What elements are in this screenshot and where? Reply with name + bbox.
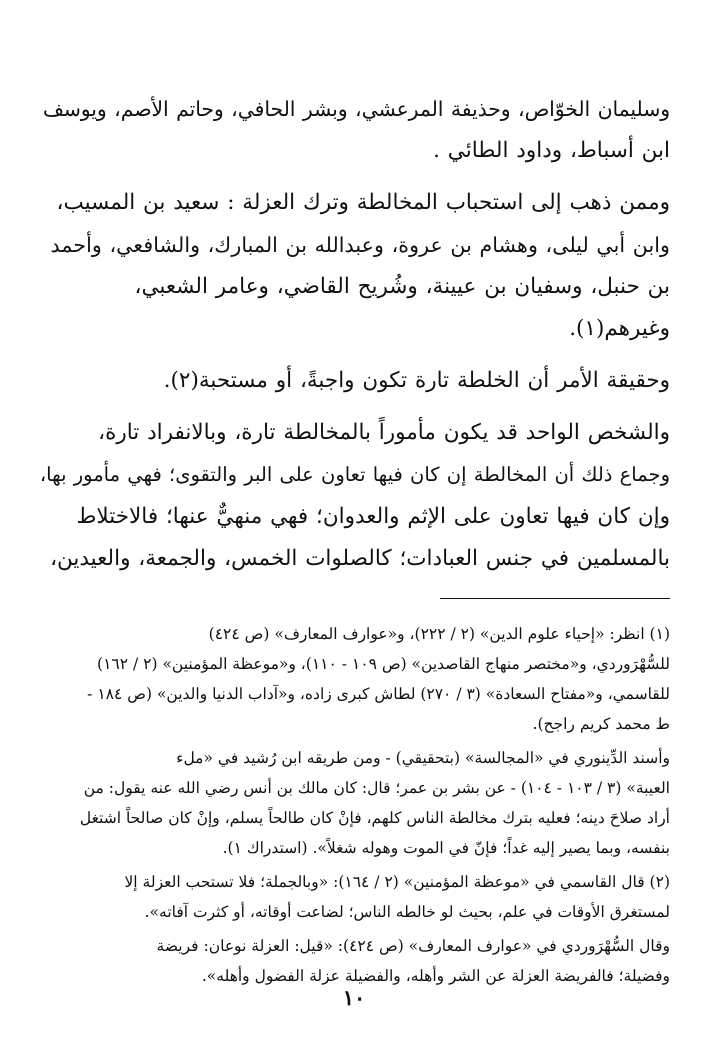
footnote-line: (١) انظر: «إحياء علوم الدين» (٢ / ٢٢٢)، و«عوارف المعارف» (ص ٤٢٤) <box>208 625 670 643</box>
text-line: وجماع ذلك أن المخالطة إن كان فيها تعاون على البر والتقوى؛ فهي مأمور بها، <box>39 463 670 486</box>
footnote <box>40 619 670 739</box>
footnote-line: بنفسه، وبما يصير إليه غداً؛ فإنّ في الموت وهوله شغلاً». (استدراك ١). <box>222 839 670 857</box>
footnote-line: للسُّهْرَوردي، و«مختصر منهاج القاصدين» (ص ١٠٩ - ١١٠)، و«موعظة المؤمنين» (٢ / ١٦٢) <box>97 655 670 673</box>
footnotes <box>40 619 670 991</box>
footnote-line: العيبة» (٣ / ١٠٣ - ١٠٤) - عن بشر بن عمر؛ قال: كان مالك بن أنس رضي الله عنه يقول: من <box>83 779 670 797</box>
footnote <box>40 867 670 927</box>
text-line: وإن كان فيها تعاون على الإثم والعدوان؛ فهي منهيٌّ عنها؛ فالاختلاط <box>76 504 670 529</box>
footnote-line: وفضيلة؛ فالفريضة العزلة عن الشر وأهله، والفضيلة عزلة الفضول وأهله». <box>201 967 670 985</box>
footnote-line: أراد صلاحَ دينه؛ فعليه بترك مخالطة الناس كلهم، فإنْ كان طالحاً يسلم، وإنْ كان صالحاً اشتغل <box>79 809 670 827</box>
paragraph <box>40 412 670 580</box>
page-body <box>40 88 670 995</box>
paragraph <box>40 182 670 350</box>
text-line: وابن أبي ليلى، وهشام بن عروة، وعبدالله بن المبارك، والشافعي، وأحمد <box>50 233 670 257</box>
footnote-line: لمستغرق الأوقات في علم، بحيث لو خالطه الناس؛ لضاعت أوقاته، أو كثرت آفاته». <box>144 903 670 921</box>
text-line: بالمسلمين في جنس العبادات؛ كالصلوات الخمس، والجمعة، والعيدين، <box>50 546 670 571</box>
text-line: وحقيقة الأمر أن الخلطة تارة تكون واجبةً، أو مستحبة(٢). <box>163 368 670 393</box>
footnote-divider <box>440 598 670 599</box>
paragraph <box>40 360 670 402</box>
text-line: والشخص الواحد قد يكون مأموراً بالمخالطة تارة، وبالانفراد تارة، <box>98 420 670 445</box>
footnote-line: ط محمد كريم راجح). <box>532 715 670 733</box>
text-line: بن حنبل، وسفيان بن عيينة، وشُريح القاضي، وعامر الشعبي، <box>134 274 670 299</box>
page-number: ١٠ <box>342 985 366 1010</box>
footnote-line: وأسند الدِّينوري في «المجالسة» (بتحقيقي) - ومن طريقه ابن رُشيد في «ملء <box>176 749 670 767</box>
text-line: وسليمان الخوّاص، وحذيفة المرعشي، وبشر الحافي، وحاتم الأصم، ويوسف <box>42 97 670 121</box>
text-line: وممن ذهب إلى استحباب المخالطة وترك العزلة : سعيد بن المسيب، <box>56 190 670 215</box>
footnote-line: وقال السُّهْرَوردي في «عوارف المعارف» (ص ٤٢٤): «قيل: العزلة نوعان: فريضة <box>156 937 670 955</box>
footnote <box>40 743 670 863</box>
footnote-line: للقاسمي، و«مفتاح السعادة» (٣ / ٢٧٠) لطاش كبرى زاده، و«آداب الدنيا والدين» (ص ١٨٤ - <box>87 685 670 703</box>
footnote <box>40 931 670 991</box>
paragraph <box>40 88 670 172</box>
main-text <box>40 88 670 580</box>
footnote-line: (٢) قال القاسمي في «موعظة المؤمنين» (٢ / ١٦٤): «وبالجملة؛ فلا تستحب العزلة إلا <box>124 873 670 891</box>
text-line: وغيرهم(١). <box>569 316 670 341</box>
text-line: ابن أسباط، وداود الطائي . <box>433 138 670 163</box>
